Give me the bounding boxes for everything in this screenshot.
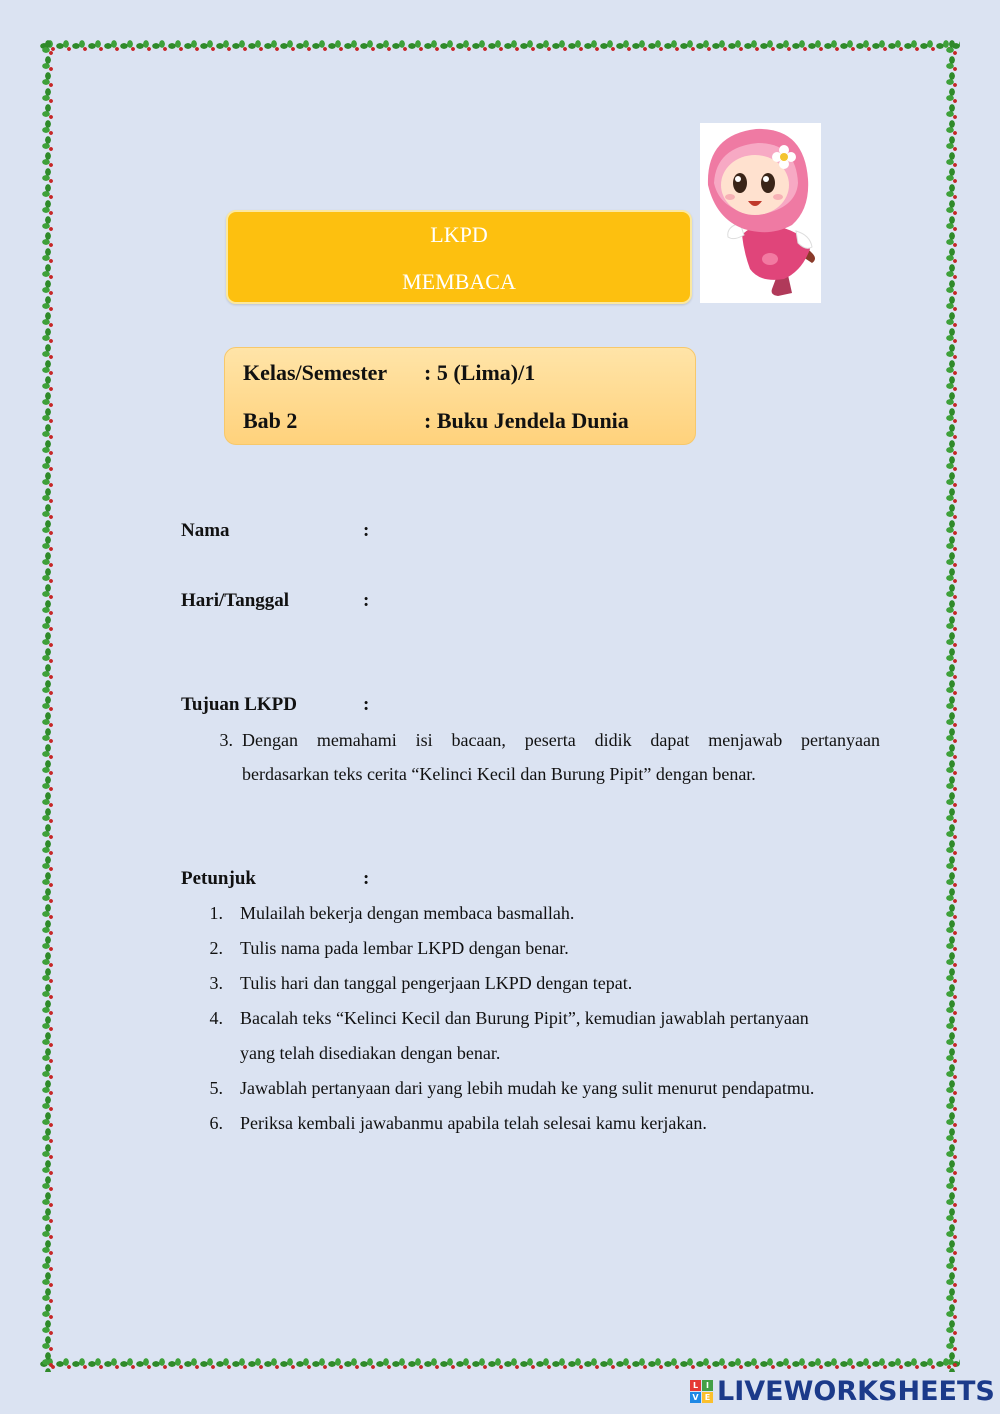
instruction-number: 3.	[209, 973, 223, 993]
decorative-border-right	[944, 40, 960, 1372]
decorative-border-bottom	[40, 1356, 960, 1372]
name-colon: :	[363, 520, 370, 541]
instruction-text-continuation: yang telah disediakan dengan benar.	[240, 1043, 501, 1063]
liveworksheets-logo[interactable]	[690, 1376, 995, 1406]
objective-item-text: Dengan memahami isi bacaan, peserta didik dapat menjawab pertanyaan	[242, 730, 880, 750]
logo-letter: E	[702, 1392, 713, 1403]
name-label: Nama	[181, 520, 230, 541]
instructions-heading-label: Petunjuk	[181, 868, 256, 889]
class-info-box	[224, 347, 696, 445]
logo-letter: L	[690, 1380, 701, 1391]
name-field	[181, 520, 370, 542]
chapter-label: Bab 2	[243, 408, 298, 433]
liveworksheets-brand: LIVEWORKSHEETS	[717, 1375, 995, 1407]
objective-item-continuation-text: berdasarkan teks cerita “Kelinci Kecil dan Burung Pipit” dengan benar.	[242, 764, 756, 784]
logo-letter: I	[702, 1380, 713, 1391]
date-field	[181, 590, 370, 612]
class-semester-label: Kelas/Semester	[243, 360, 388, 385]
instruction-text: Tulis hari dan tanggal pengerjaan LKPD dengan tepat.	[240, 973, 633, 993]
instruction-text: Periksa kembali jawabanmu apabila telah selesai kamu kerjakan.	[240, 1113, 707, 1133]
instruction-number: 5.	[209, 1078, 223, 1098]
objective-colon: :	[363, 694, 370, 715]
date-label: Hari/Tanggal	[181, 590, 290, 611]
instructions-colon: :	[363, 868, 370, 889]
instruction-number: 6.	[209, 1113, 223, 1133]
page-title: LKPD	[430, 222, 488, 247]
page-subtitle: MEMBACA	[402, 269, 516, 294]
instruction-number: 1.	[209, 903, 223, 923]
hijab-girl-illustration	[700, 123, 821, 303]
title-box	[226, 210, 692, 304]
instruction-number: 4.	[209, 1008, 223, 1028]
instruction-text: Tulis nama pada lembar LKPD dengan benar.	[240, 938, 569, 958]
liveworksheets-badge-icon	[690, 1380, 713, 1403]
class-semester-value: : 5 (Lima)/1	[424, 360, 536, 385]
instruction-text: Mulailah bekerja dengan membaca basmallah.	[240, 903, 575, 923]
instruction-text: Bacalah teks “Kelinci Kecil dan Burung Pipit”, kemudian jawablah pertanyaan	[240, 1008, 809, 1028]
logo-letter: V	[690, 1392, 701, 1403]
chapter-value: : Buku Jendela Dunia	[424, 408, 629, 433]
decorative-border-left	[40, 40, 56, 1372]
objective-heading	[181, 694, 370, 716]
objective-heading-label: Tujuan LKPD	[181, 694, 297, 715]
objective-item-number: 3.	[219, 730, 233, 750]
instructions-heading	[181, 868, 370, 890]
date-colon: :	[363, 590, 370, 611]
instruction-text: Jawablah pertanyaan dari yang lebih mudah ke yang sulit menurut pendapatmu.	[240, 1078, 815, 1098]
decorative-border-top	[40, 38, 960, 54]
instruction-number: 2.	[209, 938, 223, 958]
hijab-girl-icon	[700, 123, 821, 303]
